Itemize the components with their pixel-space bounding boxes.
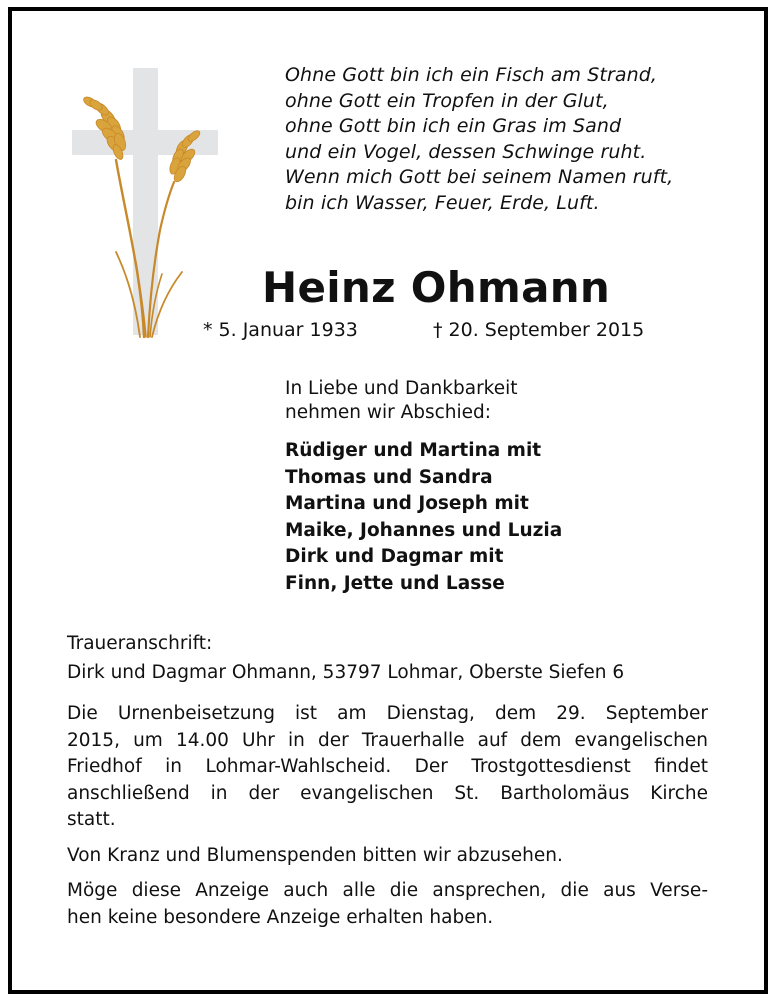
- closing-note-line: Möge diese Anzeige auch alle die ansprechen, die aus Verse-: [67, 880, 708, 901]
- farewell-text: [285, 377, 518, 425]
- poem-line: ohne Gott ein Tropfen in der Glut,: [285, 89, 609, 112]
- funeral-info: [67, 701, 708, 834]
- funeral-info-line: anschließend in der evangelischen St. Bartholomäus Kirche: [67, 782, 708, 804]
- deceased-name: Heinz Ohmann: [262, 263, 611, 312]
- funeral-info-line: Friedhof in Lohmar-Wahlscheid. Der Trostgottesdienst findet: [67, 756, 708, 778]
- birth-date: * 5. Januar 1933: [203, 319, 358, 341]
- cross-wheat-icon: [64, 62, 224, 342]
- mourning-address: [67, 629, 624, 687]
- mourner-line: Martina und Joseph mit: [285, 493, 529, 515]
- funeral-info-line: 2015, um 14.00 Uhr in der Trauerhalle auf dem evangelischen: [67, 729, 708, 751]
- address-label: Traueranschrift:: [67, 633, 213, 654]
- closing-note: [67, 878, 708, 931]
- poem-line: und ein Vogel, dessen Schwinge ruht.: [285, 140, 647, 163]
- mourner-line: Finn, Jette und Lasse: [285, 572, 505, 594]
- flowers-note: [67, 843, 708, 870]
- closing-note-line: hen keine besondere Anzeige erhalten haben.: [67, 906, 494, 928]
- poem-line: Ohne Gott bin ich ein Fisch am Strand,: [285, 64, 658, 86]
- mourner-line: Dirk und Dagmar mit: [285, 546, 504, 568]
- funeral-info-line: Die Urnenbeisetzung ist am Dienstag, dem 29. September: [67, 703, 708, 724]
- poem-line: Wenn mich Gott bei seinem Namen ruft,: [285, 166, 674, 189]
- death-date: † 20. September 2015: [433, 319, 645, 341]
- farewell-line: nehmen wir Abschied:: [285, 402, 492, 423]
- mourner-line: Rüdiger und Martina mit: [285, 440, 542, 461]
- poem-line: ohne Gott bin ich ein Gras im Sand: [285, 115, 622, 138]
- funeral-info-line: statt.: [67, 809, 116, 831]
- flowers-note-line: Von Kranz und Blumenspenden bitten wir abzusehen.: [67, 845, 563, 866]
- address-value: Dirk und Dagmar Ohmann, 53797 Lohmar, Oberste Siefen 6: [67, 662, 625, 683]
- farewell-line: In Liebe und Dankbarkeit: [285, 378, 518, 399]
- mourner-line: Thomas und Sandra: [285, 466, 493, 488]
- mourners-list: [285, 438, 562, 598]
- poem: [285, 63, 725, 217]
- poem-line: bin ich Wasser, Feuer, Erde, Luft.: [285, 191, 600, 214]
- mourner-line: Maike, Johannes und Luzia: [285, 519, 563, 541]
